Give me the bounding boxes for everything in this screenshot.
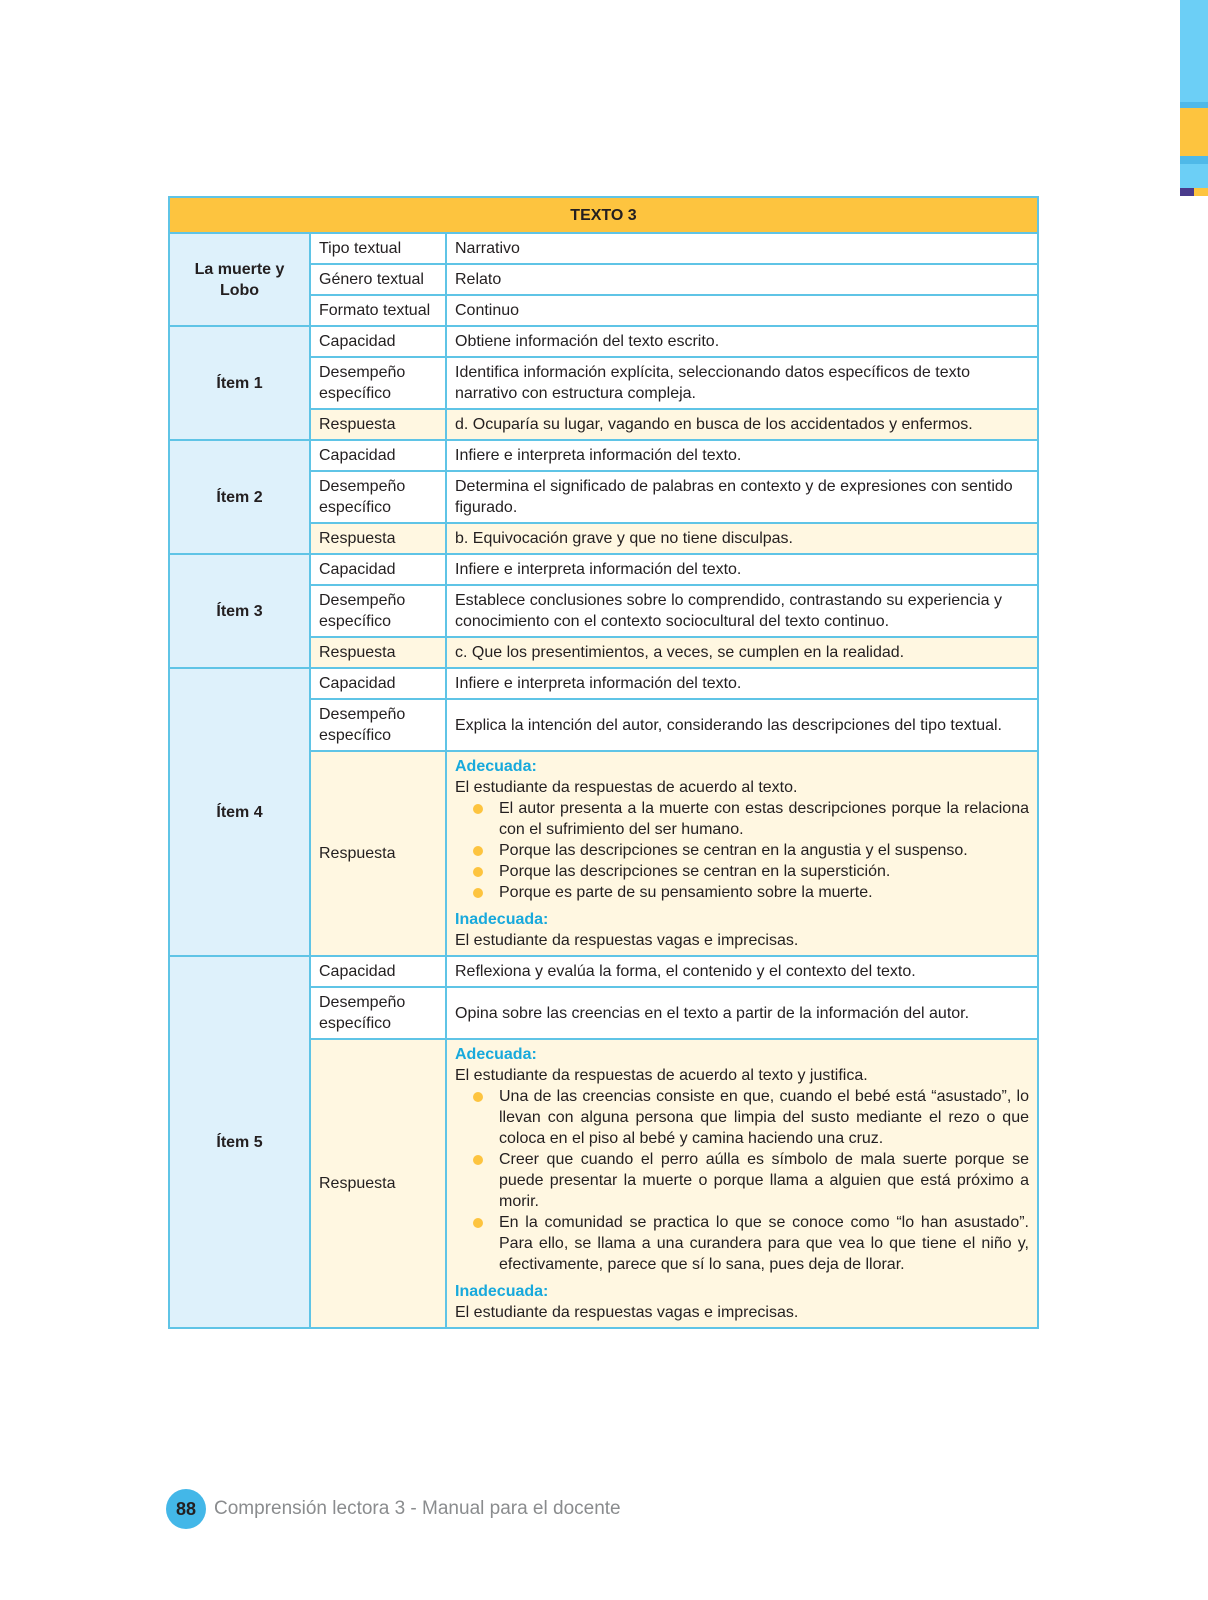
- desempeno-value: Explica la intención del autor, considerando las descripciones del tipo textual.: [446, 699, 1038, 751]
- row-label: Formato textual: [310, 295, 446, 326]
- row-label: Capacidad: [310, 554, 446, 585]
- table-row: [169, 440, 1038, 471]
- edge-square-yellow: [1194, 188, 1208, 196]
- row-label: Respuesta: [310, 751, 446, 956]
- row-label: Capacidad: [310, 440, 446, 471]
- desempeno-value: Opina sobre las creencias en el texto a partir de la información del autor.: [446, 987, 1038, 1039]
- capacidad-value: Reflexiona y evalúa la forma, el contenido y el contexto del texto.: [446, 956, 1038, 987]
- edge-tab-yellow: [1180, 108, 1208, 156]
- respuesta-value: [446, 1039, 1038, 1328]
- respuesta-value: c. Que los presentimientos, a veces, se cumplen en la realidad.: [446, 637, 1038, 668]
- row-value: Continuo: [446, 295, 1038, 326]
- list-item: Porque es parte de su pensamiento sobre la muerte.: [499, 882, 1029, 903]
- desempeno-value: Establece conclusiones sobre lo comprendido, contrastando su experiencia y conocimiento con el contexto sociocultural del texto continuo.: [446, 585, 1038, 637]
- list-item: Porque las descripciones se centran en la angustia y el suspenso.: [499, 840, 1029, 861]
- item-title-cell: Ítem 3: [169, 554, 310, 668]
- inadecuada-text: El estudiante da respuestas vagas e imprecisas.: [455, 932, 799, 949]
- row-label: Desempeño específico: [310, 357, 446, 409]
- list-item: Creer que cuando el perro aúlla es símbolo de mala suerte porque se puede presentar la muerte o porque llama a alguien que está próximo a morir.: [499, 1151, 1029, 1210]
- row-label: Respuesta: [310, 409, 446, 440]
- inadecuada-label: Inadecuada:: [455, 911, 549, 928]
- table-header-row: [169, 197, 1038, 233]
- row-label: Capacidad: [310, 956, 446, 987]
- edge-tab-blue: [1180, 0, 1208, 102]
- page-number-badge: 88: [166, 1489, 206, 1529]
- desempeno-value: Determina el significado de palabras en contexto y de expresiones con sentido figurado.: [446, 471, 1038, 523]
- table-row: [169, 956, 1038, 987]
- footer-title: Comprensión lectora 3 - Manual para el docente: [214, 1498, 621, 1519]
- row-label: Respuesta: [310, 637, 446, 668]
- answer-bullet-list: [455, 1086, 1029, 1275]
- row-label: Género textual: [310, 264, 446, 295]
- answer-bullet-list: [455, 798, 1029, 903]
- row-label: Tipo textual: [310, 233, 446, 264]
- edge-square-purple: [1180, 188, 1194, 196]
- adecuada-text: El estudiante da respuestas de acuerdo al texto y justifica.: [455, 1067, 868, 1084]
- row-label: Capacidad: [310, 326, 446, 357]
- table-row: [169, 668, 1038, 699]
- respuesta-value: d. Ocuparía su lugar, vagando en busca de los accidentados y enfermos.: [446, 409, 1038, 440]
- row-label: Desempeño específico: [310, 699, 446, 751]
- adecuada-label: Adecuada:: [455, 1046, 537, 1063]
- respuesta-value: b. Equivocación grave y que no tiene disculpas.: [446, 523, 1038, 554]
- adecuada-label: Adecuada:: [455, 758, 537, 775]
- capacidad-value: Infiere e interpreta información del texto.: [446, 440, 1038, 471]
- list-item: El autor presenta a la muerte con estas descripciones porque la relaciona con el sufrimiento del ser humano.: [499, 800, 1029, 838]
- item-title-cell: Ítem 2: [169, 440, 310, 554]
- item-title-cell: Ítem 1: [169, 326, 310, 440]
- respuesta-value: [446, 751, 1038, 956]
- table-row: [169, 233, 1038, 264]
- item-title-cell: Ítem 4: [169, 668, 310, 956]
- capacidad-value: Obtiene información del texto escrito.: [446, 326, 1038, 357]
- list-item: Una de las creencias consiste en que, cuando el bebé está “asustado”, lo llevan con alguna persona que limpia del susto mediante el rezo o que coloca en el piso al bebé y camina haciendo una cruz.: [499, 1088, 1029, 1147]
- capacidad-value: Infiere e interpreta información del texto.: [446, 554, 1038, 585]
- evaluation-table: [168, 196, 1039, 1329]
- row-label: Respuesta: [310, 523, 446, 554]
- row-value: Narrativo: [446, 233, 1038, 264]
- row-label: Desempeño específico: [310, 471, 446, 523]
- table-row: [169, 326, 1038, 357]
- text-title-cell: La muerte y Lobo: [169, 233, 310, 326]
- page-footer: [166, 1489, 621, 1529]
- table-row: [169, 554, 1038, 585]
- capacidad-value: Infiere e interpreta información del texto.: [446, 668, 1038, 699]
- row-value: Relato: [446, 264, 1038, 295]
- desempeno-value: Identifica información explícita, seleccionando datos específicos de texto narrativo con estructura compleja.: [446, 357, 1038, 409]
- edge-stripe: [1180, 156, 1208, 164]
- row-label: Desempeño específico: [310, 987, 446, 1039]
- row-label: Respuesta: [310, 1039, 446, 1328]
- edge-tab-blue: [1180, 164, 1208, 188]
- inadecuada-label: Inadecuada:: [455, 1283, 549, 1300]
- inadecuada-text: El estudiante da respuestas vagas e imprecisas.: [455, 1304, 799, 1321]
- table-title: TEXTO 3: [169, 197, 1038, 233]
- row-label: Desempeño específico: [310, 585, 446, 637]
- item-title-cell: Ítem 5: [169, 956, 310, 1328]
- list-item: Porque las descripciones se centran en la superstición.: [499, 861, 1029, 882]
- adecuada-text: El estudiante da respuestas de acuerdo al texto.: [455, 779, 798, 796]
- row-label: Capacidad: [310, 668, 446, 699]
- list-item: En la comunidad se practica lo que se conoce como “lo han asustado”. Para ello, se llama a una curandera para que vea lo que tiene el niño y, efectivamente, parece que sí lo sana, pues deja de llorar.: [499, 1214, 1029, 1273]
